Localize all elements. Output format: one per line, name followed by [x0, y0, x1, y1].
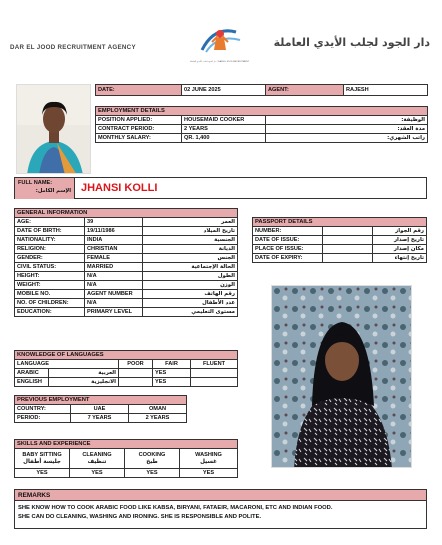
date-value: 02 JUNE 2025 [182, 85, 266, 96]
portrait-saree-image [17, 85, 91, 174]
period-label: PERIOD: [15, 414, 71, 423]
civil-status-value: MARRIED [85, 263, 143, 272]
contract-value: 2 YEARS [182, 125, 266, 134]
civil-status-label: CIVIL STATUS: [15, 263, 85, 272]
skills-table [14, 439, 238, 478]
passport-number-label: NUMBER: [253, 227, 323, 236]
country-value: UAE [71, 405, 129, 414]
table-row [15, 263, 238, 272]
previous-employment-table [14, 395, 187, 423]
table-row [15, 405, 187, 414]
age-value: 39 [85, 218, 143, 227]
table-row [253, 245, 427, 254]
table-row [15, 281, 238, 290]
nationality-label-ar: الجنسية [214, 237, 236, 243]
position-label-ar: الوظيفة: [401, 117, 426, 123]
skill-name: CLEANING [82, 451, 112, 458]
expiry-date-label-ar: تاريخ إنتهاء [394, 255, 424, 261]
remarks-box [14, 489, 427, 529]
table-row [15, 414, 187, 423]
gender-value: FEMALE [85, 254, 143, 263]
portrait-hijab-image [272, 286, 412, 468]
table-row [15, 227, 238, 236]
religion-value: CHRISTIAN [85, 245, 143, 254]
skill-name: WASHING [195, 451, 222, 458]
header [0, 0, 442, 72]
salary-label: MONTHLY SALARY: [96, 134, 182, 143]
dob-label-ar: تاريخ الميلاد [203, 228, 236, 234]
table-row [15, 236, 238, 245]
remarks-line-1: SHE KNOW HOW TO COOK ARABIC FOOD LIKE KABSA, BIRYANI, FATAEIR, MACARONI, ETC AND INDIAN FOOD. [18, 505, 333, 511]
skill-value: YES [180, 469, 238, 478]
weight-value: N/A [85, 281, 143, 290]
contract-label-ar: مدة العقد: [397, 126, 426, 132]
weight-label: WEIGHT: [15, 281, 85, 290]
education-label: EDUCATION: [15, 308, 85, 317]
full-name-box [14, 177, 427, 199]
height-label-ar: الطول [217, 273, 236, 279]
table-row [15, 290, 238, 299]
skill-name-ar: طبخ [146, 458, 158, 465]
issue-place-label-ar: مكان إصدار [393, 246, 424, 252]
education-value: PRIMARY LEVEL [85, 308, 143, 317]
mobile-label-ar: رقم الهاتف [204, 291, 236, 297]
skill-value: YES [125, 469, 180, 478]
education-label-ar: مستوى التعليمي [191, 309, 236, 315]
period-value: 2 YEARS [129, 414, 187, 423]
date-label: DATE: [96, 85, 182, 96]
skill-name: COOKING [138, 451, 166, 458]
nationality-label: NATIONALITY: [15, 236, 85, 245]
language-header: LANGUAGE [15, 360, 119, 369]
skill-name: BABY SITTING [22, 451, 62, 458]
table-row [15, 254, 238, 263]
children-label: NO. OF CHILDREN: [15, 299, 85, 308]
height-label: HEIGHT: [15, 272, 85, 281]
table-row [96, 116, 428, 125]
table-row [96, 125, 428, 134]
table-row [253, 236, 427, 245]
remarks-line-2: SHE CAN DO CLEANING, WASHING AND IRONING. SHE IS RESPONSIBLE AND POLITE. [18, 514, 262, 520]
children-value: N/A [85, 299, 143, 308]
country-label: COUNTRY: [15, 405, 71, 414]
agency-logo-icon [196, 22, 248, 58]
general-info-title: GENERAL INFORMATION [15, 209, 238, 218]
passport-title: PASSPORT DETAILS [253, 218, 427, 227]
height-value: N/A [85, 272, 143, 281]
age-label-ar: العمر [221, 219, 236, 225]
full-name-label-cell [15, 178, 75, 199]
gender-label: GENDER: [15, 254, 85, 263]
remarks-title: REMARKS [15, 490, 426, 501]
table-row [96, 134, 428, 143]
religion-label: RELIGION: [15, 245, 85, 254]
country-value: OMAN [129, 405, 187, 414]
fluent-header: FLUENT [191, 360, 238, 369]
passport-number-label-ar: رقم الجواز [395, 228, 424, 234]
language-name: ARABIC [15, 369, 49, 378]
poor-header: POOR [119, 360, 153, 369]
language-fair: YES [153, 369, 191, 378]
table-row [15, 218, 238, 227]
agent-label: AGENT: [266, 85, 344, 96]
contract-label: CONTRACT PERIOD: [96, 125, 182, 134]
agency-name-en: DAR EL JOOD RECRUITMENT AGENCY [10, 44, 136, 51]
table-row [15, 308, 238, 317]
employment-title: EMPLOYMENT DETAILS [96, 107, 428, 116]
table-row [15, 369, 238, 378]
salary-label-ar: راتب الشهري: [387, 135, 426, 141]
full-name-label: FULL NAME: [18, 180, 53, 186]
table-row [15, 245, 238, 254]
agency-logo-caption: دار الجود لجلب الأيدي العاملة / DAR EL JOOD RECRUITMENT [190, 61, 250, 63]
mobile-label: MOBILE NO. [15, 290, 85, 299]
language-fair: YES [153, 378, 191, 387]
skill-name-ar: تنظيف [87, 458, 107, 465]
table-row [253, 254, 427, 263]
full-name-label-ar: الإسم الكامل: [35, 188, 71, 194]
agency-name-ar: دار الجود لجلب الأيدي العاملة [273, 36, 430, 49]
issue-date-label-ar: تاريخ إصدار [393, 237, 424, 243]
issue-date-label: DATE OF ISSUE: [253, 236, 323, 245]
dob-value: 19/11/1986 [85, 227, 143, 236]
agency-logo [190, 22, 250, 66]
employment-table [95, 106, 428, 143]
skills-title: SKILLS AND EXPERIENCE [15, 440, 238, 449]
languages-title: KNOWLEDGE OF LANGUAGES [15, 351, 238, 360]
date-agent-table [95, 84, 428, 96]
language-fluent [191, 369, 238, 378]
skill-value: YES [15, 469, 70, 478]
issue-place-label: PLACE OF ISSUE: [253, 245, 323, 254]
language-poor [119, 378, 153, 387]
nationality-value: INDIA [85, 236, 143, 245]
table-row [15, 272, 238, 281]
general-info-table [14, 208, 238, 317]
children-label-ar: عدد الأطفال [202, 300, 236, 306]
table-row [15, 378, 238, 387]
mobile-value: AGENT NUMBER [85, 290, 143, 299]
position-value: HOUSEMAID COOKER [182, 116, 266, 125]
skill-name-ar: جليسة أطفال [23, 458, 61, 465]
language-fluent [191, 378, 238, 387]
expiry-date-label: DATE OF EXPIRY: [253, 254, 323, 263]
table-row [253, 227, 427, 236]
fair-header: FAIR [153, 360, 191, 369]
languages-table [14, 350, 238, 387]
religion-label-ar: الديانة [218, 246, 236, 252]
candidate-photo-small [16, 84, 91, 174]
position-label: POSITION APPLIED: [96, 116, 182, 125]
age-label: AGE: [15, 218, 85, 227]
language-name: ENGLISH [15, 378, 49, 387]
salary-value: QR. 1,400 [182, 134, 266, 143]
civil-status-label-ar: الحالة الإجتماعية [191, 264, 236, 270]
dob-label: DATE OF BIRTH: [15, 227, 85, 236]
previous-employment-title: PREVIOUS EMPLOYMENT [15, 396, 187, 405]
candidate-photo-large [271, 285, 412, 468]
skill-name-ar: غسيل [200, 458, 217, 465]
passport-table [252, 217, 427, 263]
language-name-ar: الانجليزية [91, 379, 116, 385]
gender-label-ar: الجنس [217, 255, 236, 261]
period-value: 7 YEARS [71, 414, 129, 423]
table-row [15, 469, 238, 478]
skill-value: YES [70, 469, 125, 478]
language-name-ar: العربية [98, 370, 116, 376]
weight-label-ar: الوزن [220, 282, 236, 288]
full-name-value: JHANSI KOLLI [81, 182, 158, 194]
agent-value: RAJESH [344, 85, 428, 96]
language-poor [119, 369, 153, 378]
table-row [15, 299, 238, 308]
